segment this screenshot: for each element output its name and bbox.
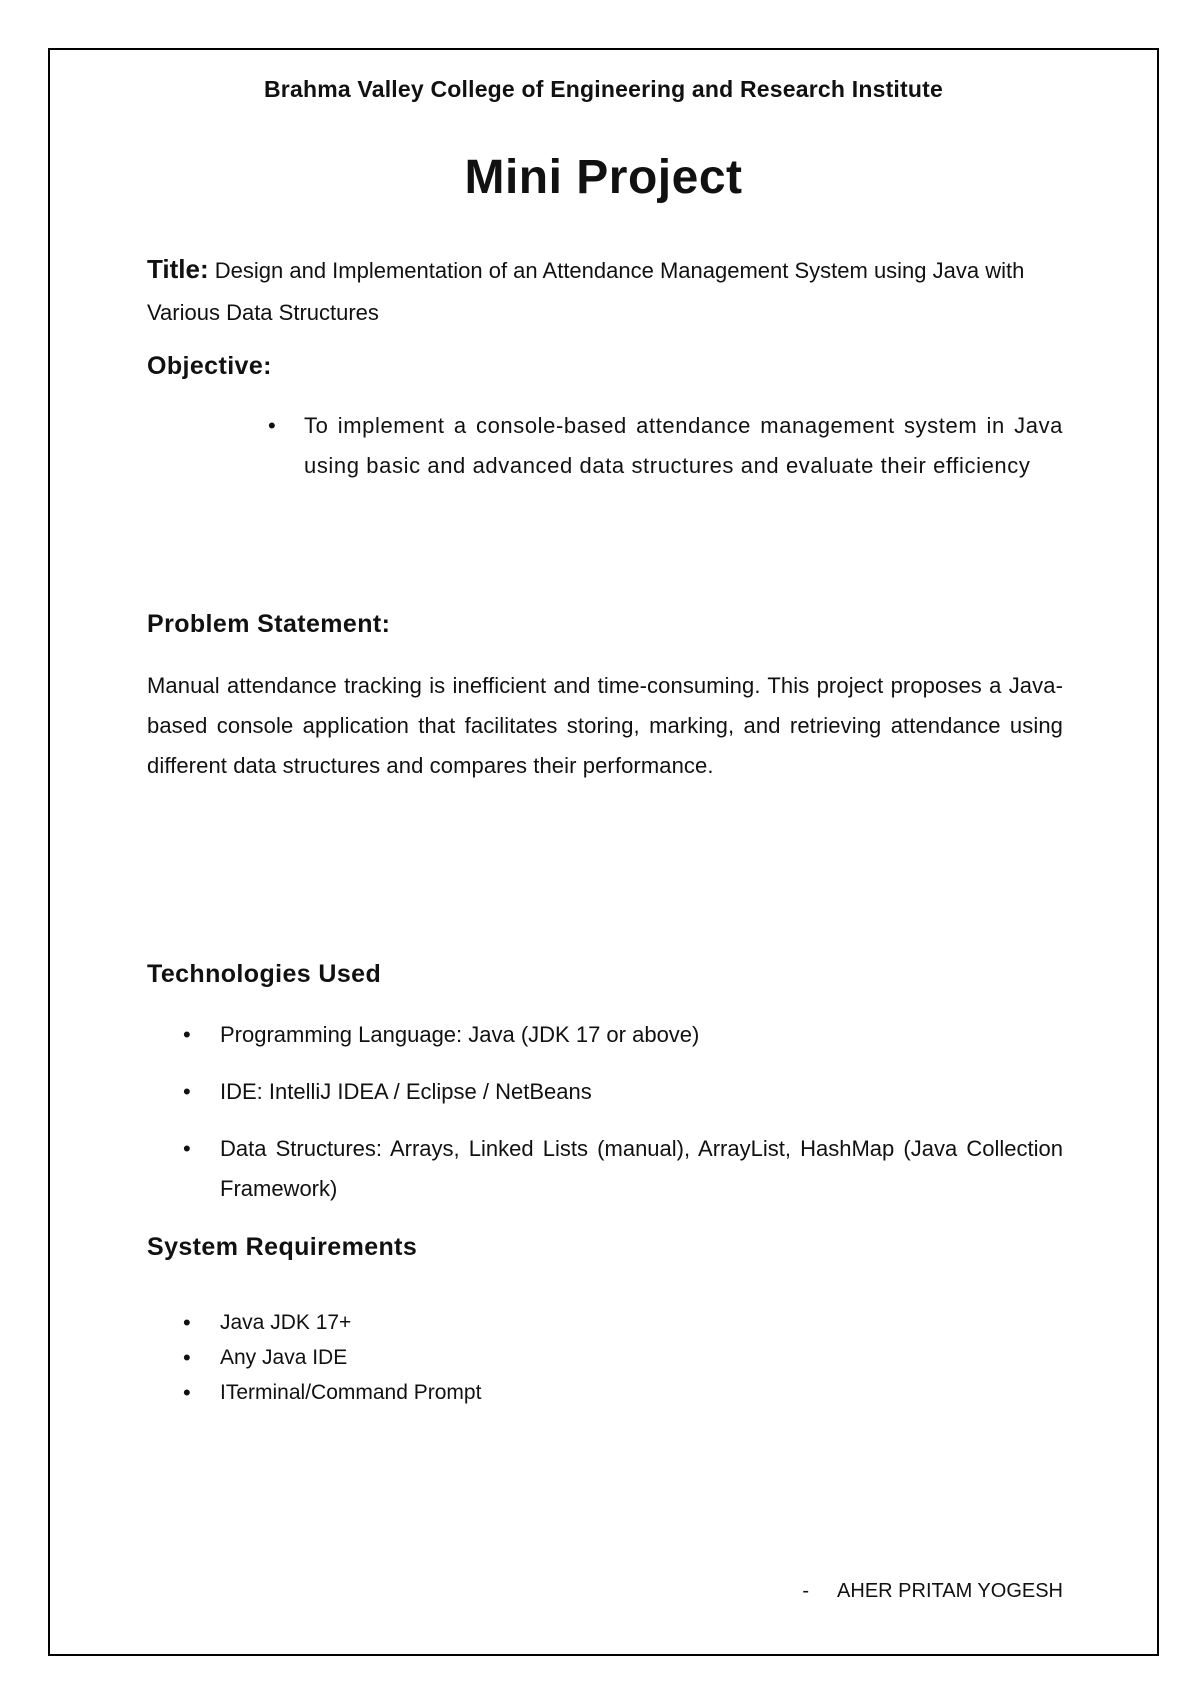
problem-heading: Problem Statement: xyxy=(147,610,391,638)
college-name: Brahma Valley College of Engineering and Research Institute xyxy=(264,76,943,102)
author-signature xyxy=(800,1580,1063,1603)
bullet-icon: • xyxy=(183,1380,191,1405)
bullet-icon: • xyxy=(183,1136,191,1161)
list-item xyxy=(147,1072,1063,1112)
list-item xyxy=(147,1340,1063,1375)
technology-item-text: Data Structures: Arrays, Linked Lists (manual), ArrayList, HashMap (Java Collection Framework) xyxy=(220,1136,1063,1201)
list-item xyxy=(147,1129,1063,1209)
technology-item-text: IDE: IntelliJ IDEA / Eclipse / NetBeans xyxy=(220,1079,592,1104)
bullet-icon: • xyxy=(183,1022,191,1047)
list-item xyxy=(147,1375,1063,1410)
technologies-list xyxy=(147,1015,1063,1226)
signature-dash: - xyxy=(802,1580,810,1602)
objective-heading: Objective: xyxy=(147,352,272,380)
technologies-heading: Technologies Used xyxy=(147,960,382,988)
requirement-item-text: ITerminal/Command Prompt xyxy=(220,1381,482,1404)
bullet-icon: • xyxy=(183,1345,191,1370)
requirement-item-text: Java JDK 17+ xyxy=(220,1311,352,1334)
objective-list xyxy=(268,406,1063,486)
title-label: Title: xyxy=(147,254,209,284)
requirement-item-text: Any Java IDE xyxy=(220,1346,348,1369)
requirements-heading: System Requirements xyxy=(147,1233,418,1261)
requirements-list xyxy=(147,1305,1063,1410)
title-text: Design and Implementation of an Attendance Management System using Java with Various Data Structures xyxy=(147,258,1025,325)
bullet-icon: • xyxy=(183,1079,191,1104)
technology-item-text: Programming Language: Java (JDK 17 or above) xyxy=(220,1022,700,1047)
objective-item-text: To implement a console-based attendance management system in Java using basic and advanced data structures and evaluate their efficiency xyxy=(304,413,1063,478)
page-title: Mini Project xyxy=(464,151,743,204)
author-name: AHER PRITAM YOGESH xyxy=(837,1580,1063,1602)
bullet-icon: • xyxy=(183,1310,191,1335)
list-item xyxy=(268,406,1063,486)
problem-statement-text: Manual attendance tracking is inefficient and time-consuming. This project proposes a Java-based console application that facilitates storing, marking, and retrieving attendance using different data structures and compares their performance. xyxy=(147,673,1063,778)
list-item xyxy=(147,1015,1063,1055)
list-item xyxy=(147,1305,1063,1340)
project-title-block xyxy=(147,248,1063,334)
bullet-icon: • xyxy=(268,413,277,438)
